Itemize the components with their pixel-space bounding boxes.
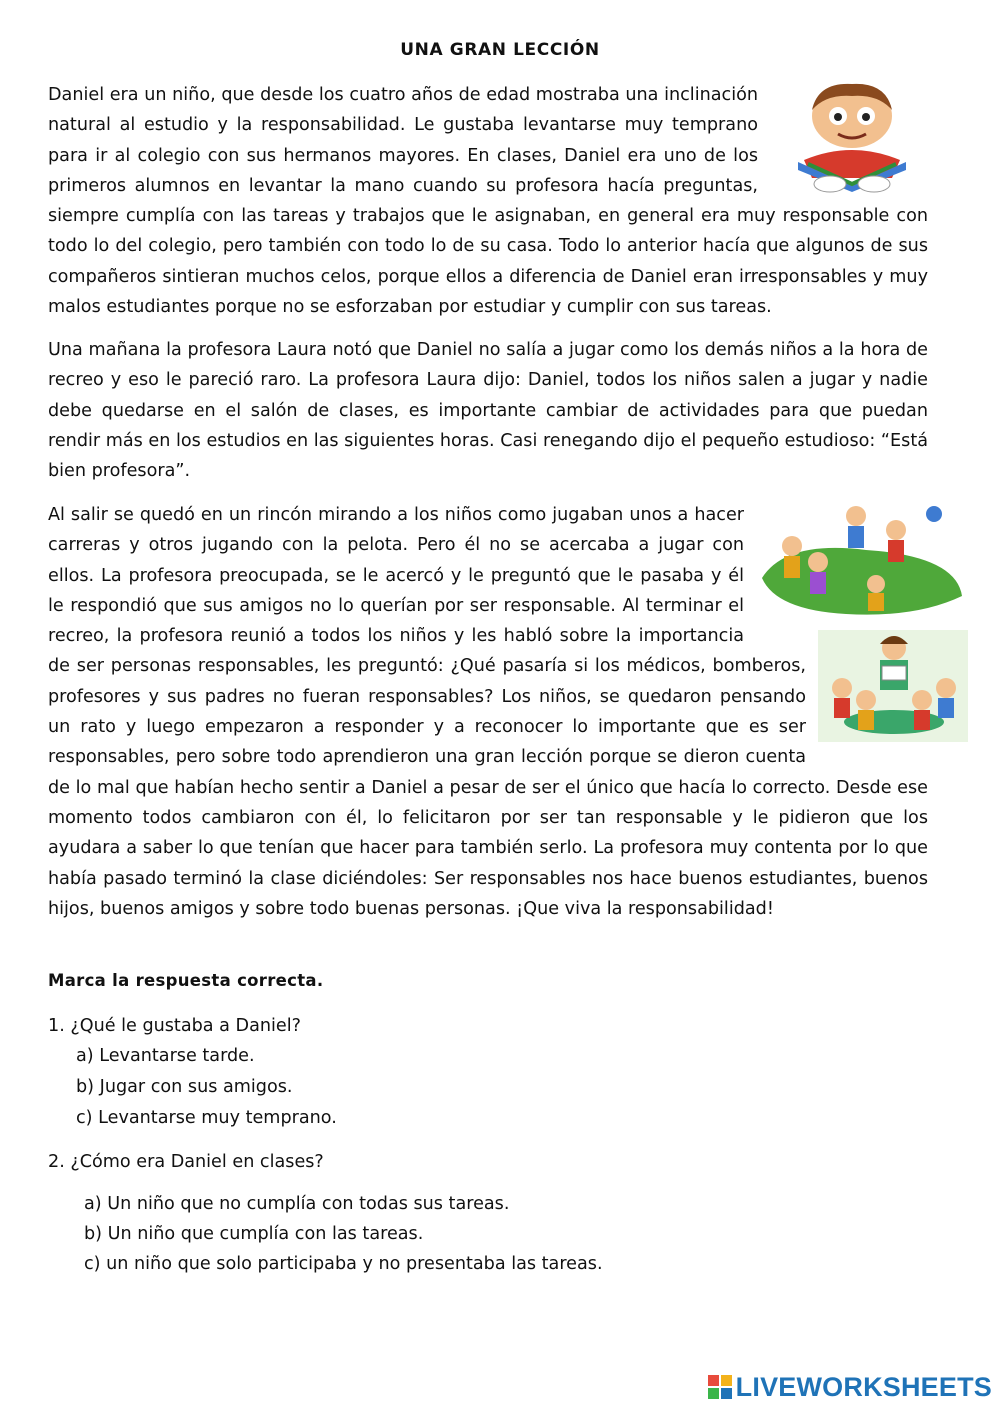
worksheet-title: UNA GRAN LECCIÓN <box>400 40 600 60</box>
question-1-option-b[interactable]: b) Jugar con sus amigos. <box>76 1077 293 1097</box>
children-playing-illustration <box>756 500 966 622</box>
question-2: 2. ¿Cómo era Daniel en clases? <box>48 1152 324 1172</box>
teacher-reading-illustration <box>818 630 968 742</box>
question-1-option-c[interactable]: c) Levantarse muy temprano. <box>76 1108 337 1128</box>
question-1: 1. ¿Qué le gustaba a Daniel? <box>48 1016 301 1036</box>
story-paragraph-3: Al salir se quedó en un rincón mirando a los niños como jugaban unos a hacer carreras y otros jugando con la pelota. Pero él no se acercaba a jugar con ellos. La profesora preocupada, se le acercó y le preguntó que le pasaba y él le respondió que sus amigos no lo querían por ser responsable. Al terminar el recreo, la profesora reunió a todos los niños y les habló sobre la importancia de ser personas responsables, les preguntó: ¿Qué pasaría si los médicos, bomberos, profesores y sus padres no fueran responsables? Los niños, se quedaron pensando un rato y luego empezaron a responder y a reconocer lo importante que es ser responsables, pero sobre todo aprendieron una gran lección porque se dieron cuenta de lo mal que habían hecho sentir a Daniel a pesar de ser el único que hacía lo correcto. Desde ese momento todos cambiaron con él, lo felicitaron por ser tan responsable y le pidieron que los ayudara a saber lo que tenían que hacer para también serlo. La profesora muy contenta por lo que había pasado terminó la clase diciéndoles: Ser responsables nos hace buenos estudiantes, buenos hijos, buenos amigos y sobre todo buenas personas. ¡Que viva la responsabilidad! <box>48 500 928 924</box>
story-paragraph-1: Daniel era un niño, que desde los cuatro años de edad mostraba una inclinación natural al estudio y la responsabilidad. Le gustaba levantarse muy temprano para ir al colegio con sus hermanos mayores. En clases, Daniel era uno de los primeros alumnos en levantar la mano cuando su profesora hacía preguntas, siempre cumplía con las tareas y trabajos que le asignaban, en general era muy responsable con todo lo del colegio, pero también con todo lo de su casa. Todo lo anterior hacía que algunos de sus compañeros sintieran muchos celos, porque ellos a diferencia de Daniel eran irresponsables y muy malos estudiantes porque no se esforzaban por estudiar y cumplir con sus tareas. <box>48 80 928 322</box>
watermark-text: LIVEWORKSHEETS <box>735 1371 992 1402</box>
story-paragraph-2: Una mañana la profesora Laura notó que Daniel no salía a jugar como los demás niños a la hora de recreo y eso le pareció raro. La profesora Laura dijo: Daniel, todos los niños salen a jugar y nadie debe quedarse en el salón de clases, es importante cambiar de actividades para que puedan rendir más en los estudios en las siguientes horas. Casi renegando dijo el pequeño estudioso: “Está bien profesora”. <box>48 340 928 482</box>
question-2-option-c[interactable]: c) un niño que solo participaba y no presentaba las tareas. <box>84 1254 603 1274</box>
liveworksheets-watermark <box>708 1369 992 1405</box>
question-2-option-a[interactable]: a) Un niño que no cumplía con todas sus tareas. <box>84 1194 510 1214</box>
boy-reading-illustration <box>768 80 936 196</box>
teacher-reading-icon <box>818 630 968 742</box>
question-2-option-b[interactable]: b) Un niño que cumplía con las tareas. <box>84 1224 424 1244</box>
liveworksheets-logo-icon <box>708 1375 732 1399</box>
boy-reading-icon <box>768 80 936 196</box>
quiz-heading: Marca la respuesta correcta. <box>48 971 324 990</box>
children-playing-icon <box>756 500 966 622</box>
question-1-option-a[interactable]: a) Levantarse tarde. <box>76 1046 255 1066</box>
